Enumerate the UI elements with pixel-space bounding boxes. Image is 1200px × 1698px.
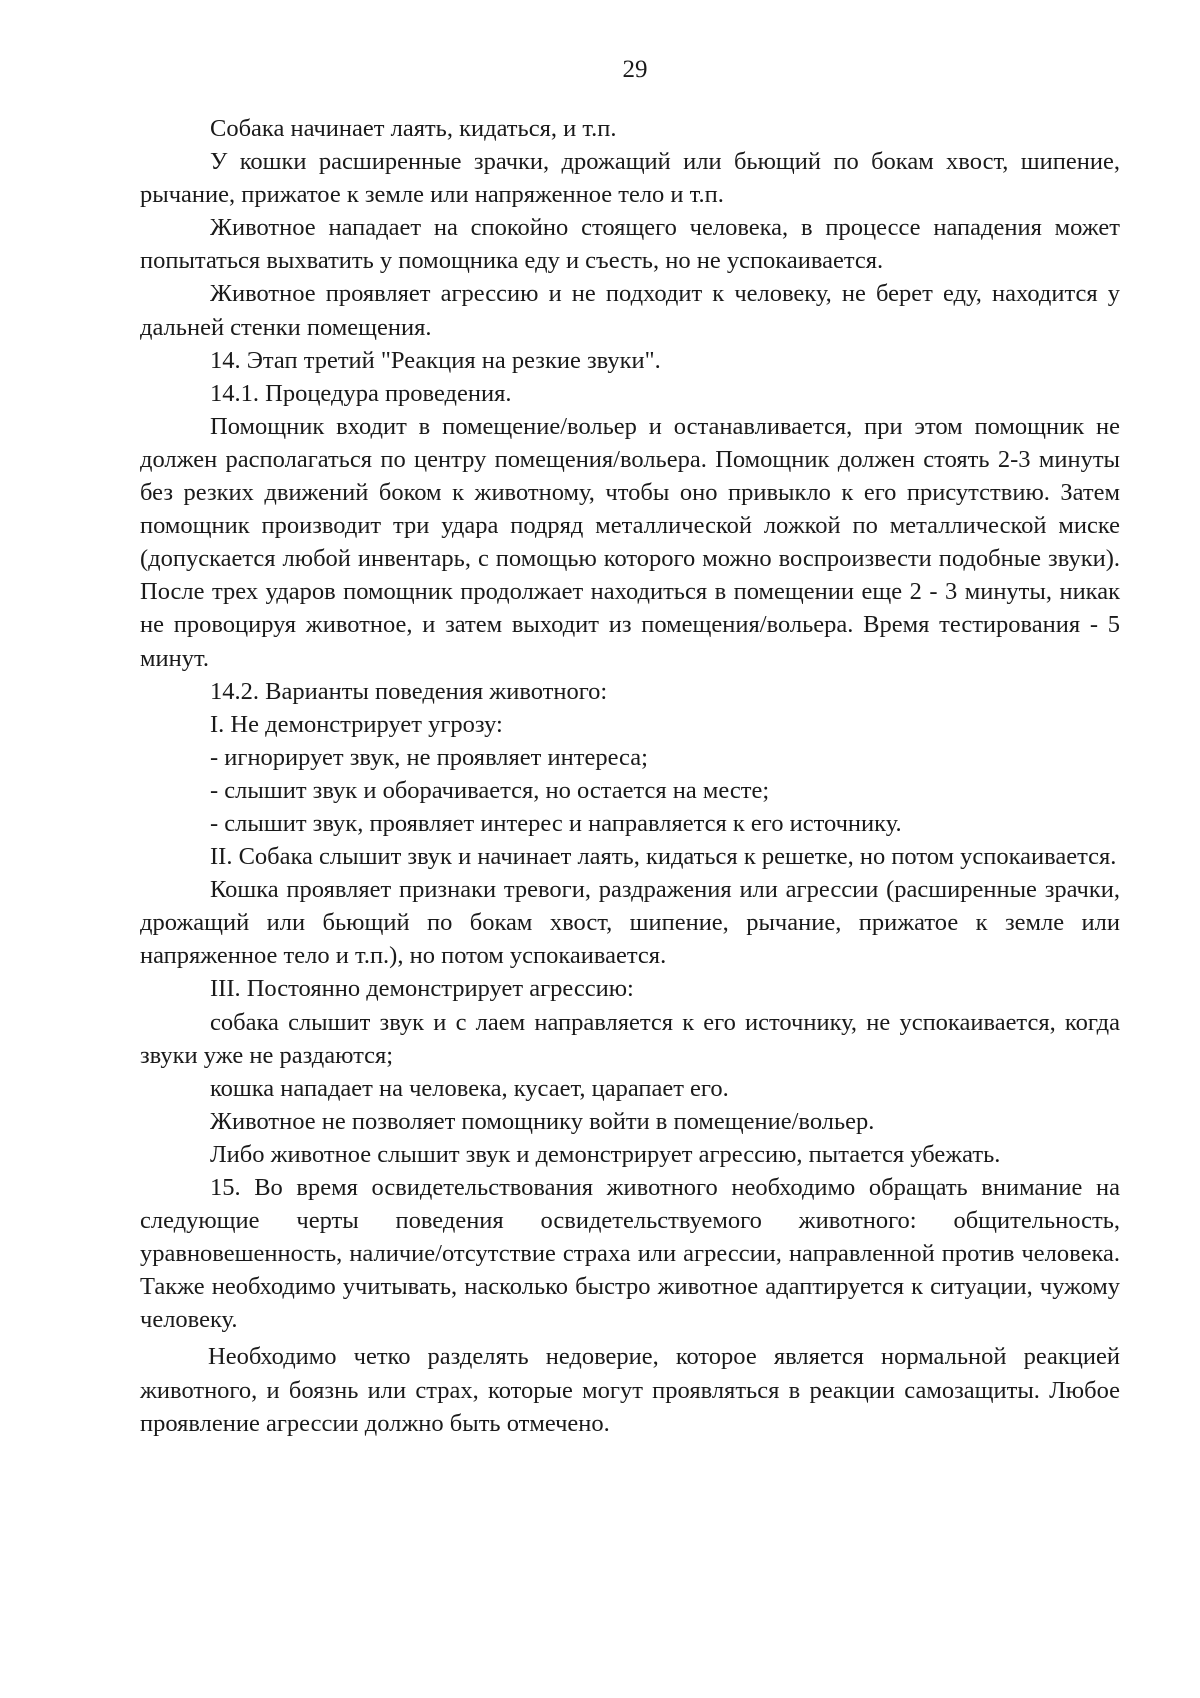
paragraph: Помощник входит в помещение/вольер и останавливается, при этом помощник не должен располагаться по центру помещения/вольера. Помощник должен стоять 2-3 минуты без резких движений боком к животному, чтобы оно привыкло к его присутствию. Затем помощник производит три удара подряд металлической ложкой по металлической миске (допускается любой инвентарь, с помощью которого можно воспроизвести подобные звуки). После трех ударов помощник продолжает находиться в помещении еще 2 - 3 минуты, никак не провоцируя животное, и затем выходит из помещения/вольера. Время тестирования - 5 минут. xyxy=(140,412,1120,672)
paragraph: Либо животное слышит звук и демонстрирует агрессию, пытается убежать. xyxy=(210,1140,1001,1168)
list-item: - слышит звук и оборачивается, но остается на месте; xyxy=(210,776,770,804)
paragraph: собака слышит звук и с лаем направляется к его источнику, не успокаивается, когда звуки уже не раздаются; xyxy=(140,1008,1120,1069)
body-text xyxy=(140,112,1120,1440)
list-heading: I. Не демонстрирует угрозу: xyxy=(210,710,503,738)
subsection-heading: 14.2. Варианты поведения животного: xyxy=(210,677,608,705)
list-heading: III. Постоянно демонстрирует агрессию: xyxy=(210,975,634,1003)
paragraph: Необходимо четко разделять недоверие, которое является нормальной реакцией животного, и боязнь или страх, которые могут проявляться в реакции самозащиты. Любое проявление агрессии должно быть отмечено. xyxy=(140,1343,1120,1437)
paragraph: II. Собака слышит звук и начинает лаять, кидаться к решетке, но потом успокаивается. xyxy=(210,843,1117,871)
subsection-heading: 14.1. Процедура проведения. xyxy=(210,379,512,407)
paragraph: У кошки расширенные зрачки, дрожащий или бьющий по бокам хвост, шипение, рычание, прижатое к земле или напряженное тело и т.п. xyxy=(140,148,1120,209)
section-heading: 14. Этап третий "Реакция на резкие звуки". xyxy=(210,346,661,374)
section-paragraph: 15. Во время освидетельствования животного необходимо обращать внимание на следующие черты поведения освидетельствуемого животного: общительность, уравновешенность, наличие/отсутствие страха или агрессии, направленной против человека. Также необходимо учитывать, насколько быстро животное адаптируется к ситуации, чужому человеку. xyxy=(140,1174,1120,1334)
paragraph: Кошка проявляет признаки тревоги, раздражения или агрессии (расширенные зрачки, дрожащий или бьющий по бокам хвост, шипение, рычание, прижатое к земле или напряженное тело и т.п.), но потом успокаивается. xyxy=(140,876,1120,970)
list-item: - слышит звук, проявляет интерес и направляется к его источнику. xyxy=(210,809,902,837)
paragraph: кошка нападает на человека, кусает, царапает его. xyxy=(210,1074,729,1102)
paragraph: Животное нападает на спокойно стоящего человека, в процессе нападения может попытаться выхватить у помощника еду и съесть, но не успокаивается. xyxy=(140,214,1120,275)
list-item: - игнорирует звук, не проявляет интереса; xyxy=(210,743,648,771)
paragraph: Животное не позволяет помощнику войти в помещение/вольер. xyxy=(210,1107,875,1135)
paragraph: Собака начинает лаять, кидаться, и т.п. xyxy=(210,115,617,142)
paragraph: Животное проявляет агрессию и не подходит к человеку, не берет еду, находится у дальней стенки помещения. xyxy=(140,280,1120,341)
page-number: 29 xyxy=(622,56,648,83)
